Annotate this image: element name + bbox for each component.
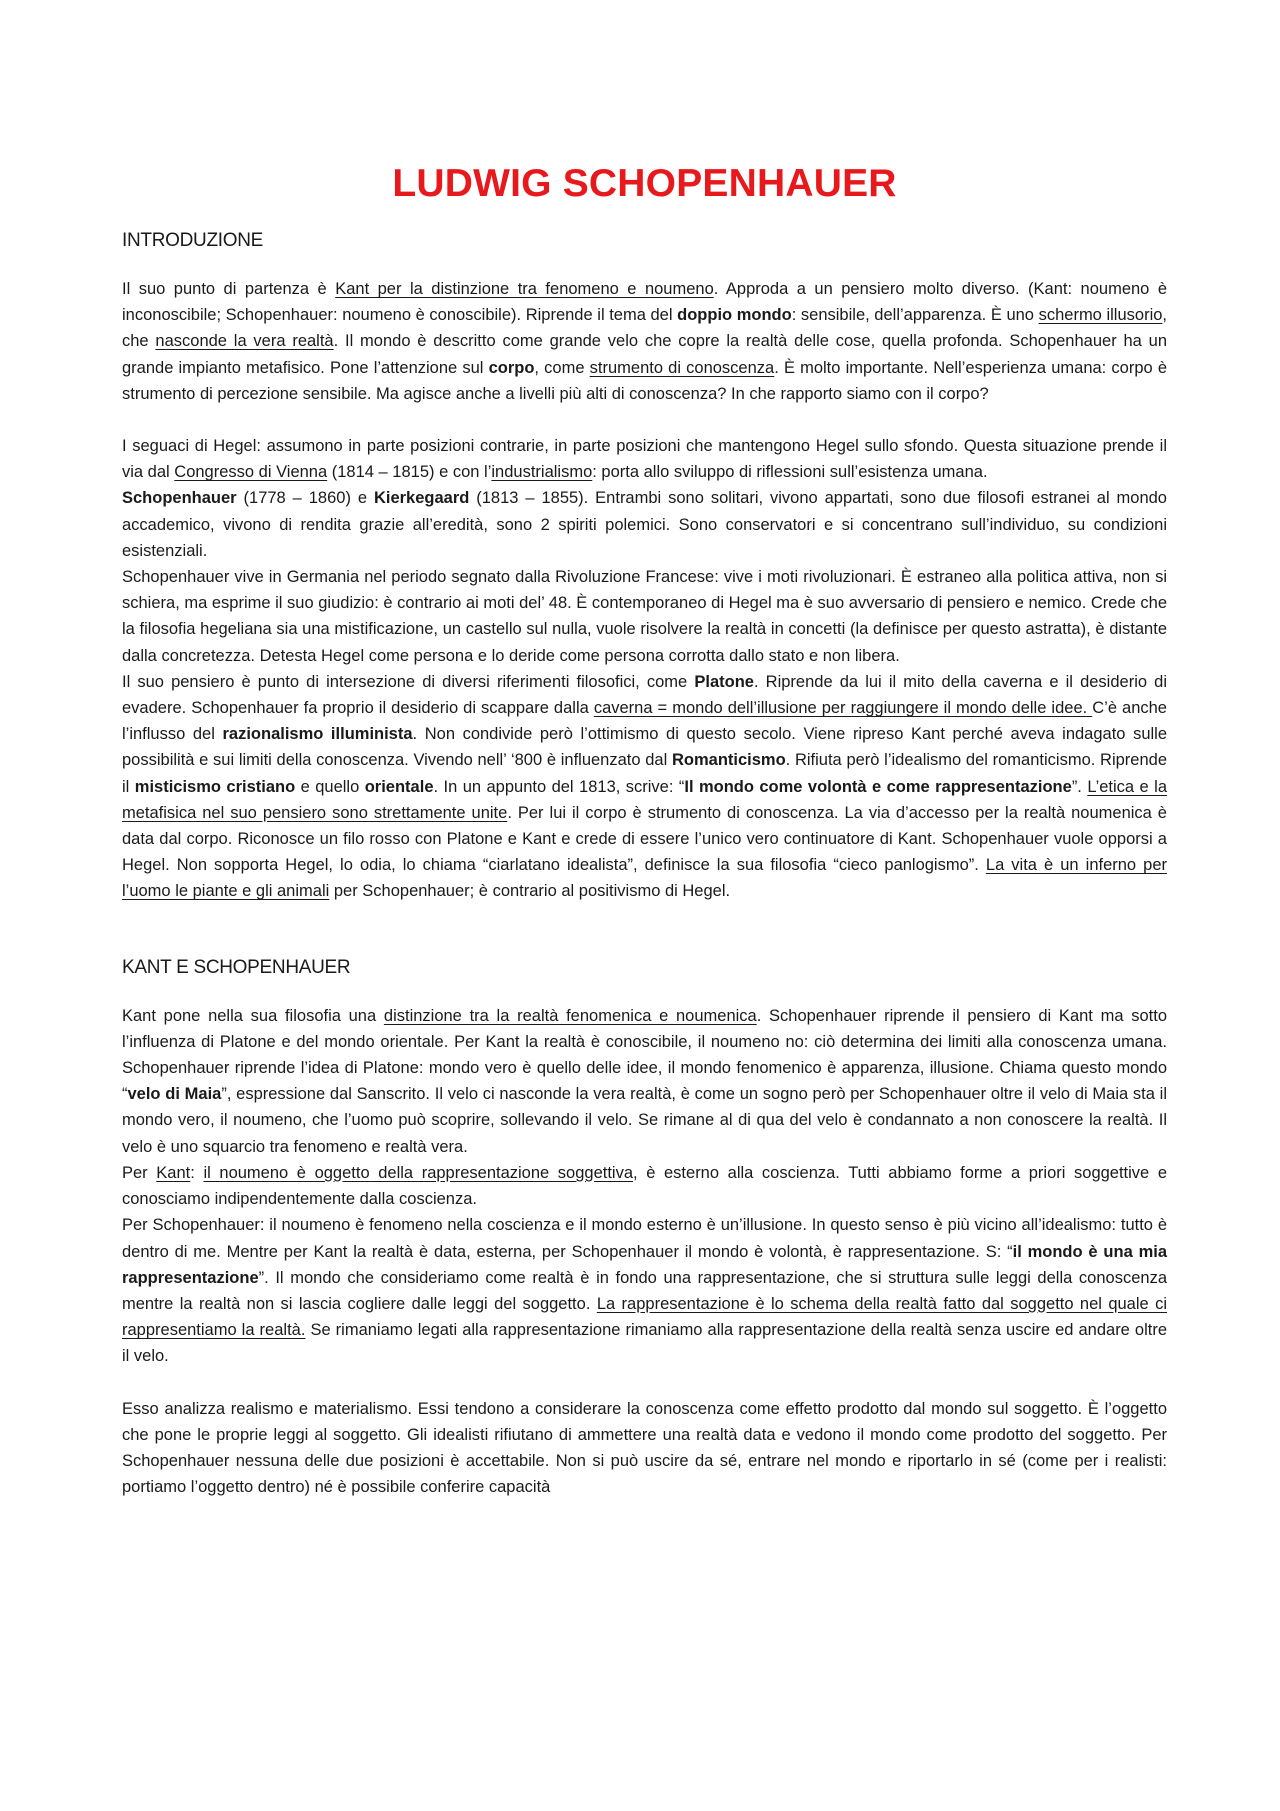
document-body [122,230,1167,1500]
text-run: . Non condivide però l’ottimismo di questo secolo. Viene ripreso Kant perché aveva indagato sulle possibilità e sui limiti della conoscenza. Vivendo nell’ ‘800 è influenzato dal [122,725,1167,770]
text-run: Il suo pensiero è punto di intersezione di diversi riferimenti filosofici, come [122,672,695,691]
text-run: ”. Il mondo che consideriamo come realtà è in fondo una rappresentazione, che si struttura sulle leggi della conoscenza mentre la realtà non si lascia cogliere dalle leggi del soggetto. [122,1268,1167,1313]
bold-text: orientale [364,777,434,796]
text-run: (1813 – 1855). Entrambi sono solitari, vivono appartati, sono due filosofi estranei al mondo accademico, vivono di rendita grazie all’eredità, sono 2 spiriti polemici. Sono conservatori e si concentrano sull’individuo, su condizioni esistenziali. [122,489,1167,560]
text-run: , come [534,358,590,377]
bold-text: velo di Maia [127,1085,222,1104]
text-run: : [190,1163,204,1182]
underlined-text: nasconde la vera realtà [155,332,334,351]
text-run: . Per lui il corpo è strumento di conoscenza. La via d’accesso per la realtà noumenica è data dal corpo. Riconosce un filo rosso con Platone e Kant e crede di essere l’unico vero continuatore di Kant. Schopenhauer vuole opporsi a Hegel. Non sopporta Hegel, lo odia, lo chiama “ciarlatano idealista”, definisce la sua filosofia “cieco panlogismo”. [122,803,1167,875]
underlined-text: Kant per la distinzione tra fenomeno e noumeno [335,280,714,298]
bold-text: Il mondo come volontà e come rappresentazione [684,777,1072,796]
text-run: (1814 – 1815) e con l’ [327,463,492,482]
text-run: Kant pone nella sua filosofia una [122,1006,384,1025]
underlined-text: La vita è un inferno per l’uomo le piante e gli animali [122,856,1167,901]
bold-text: doppio mondo [677,306,792,325]
text-run: . Rifiuta però l’idealismo del romanticismo. Riprende il [122,751,1167,796]
paragraph [122,1212,1167,1369]
text-run: . Il mondo è descritto come grande velo che copre la realtà delle cose, quella profonda. Schopenhauer ha un grande impianto metafisico. Pone l’attenzione sul [122,332,1167,377]
underlined-text: industrialismo [491,463,593,482]
text-run: I seguaci di Hegel: assumono in parte posizioni contrarie, in parte posizioni che mantengono Hegel sullo sfondo. Questa situazione prende il via dal [122,437,1167,482]
text-run: , è esterno alla coscienza. Tutti abbiamo forme a priori soggettive e conosciamo indipendentemente dalla coscienza. [122,1163,1168,1209]
text-run: Se rimaniamo legati alla rappresentazione rimaniamo alla rappresentazione della realtà senza uscire ed andare oltre il velo. [122,1321,1167,1366]
paragraph [122,1160,1167,1212]
bold-text: Kierkegaard [373,489,470,508]
underlined-text: caverna = mondo dell’illusione per raggiungere il mondo delle idee. [593,699,1093,718]
text-run: ”, espressione dal Sanscrito. Il velo ci nasconde la vera realtà, è come un sogno però per Schopenhauer oltre il velo di Maia sta il mondo vero, il noumeno, che l’uomo può scoprire, sollevando il velo. Se rimane al di qua del velo è condannato a non conoscere la realtà. Il velo è uno squarcio tra fenomeno e realtà vera. [122,1085,1167,1156]
text-run: . In un appunto del 1813, scrive: “ [433,777,685,796]
text-run: . Approda a un pensiero molto diverso. (Kant: noumeno è inconoscibile; Schopenhauer: noumeno è conoscibile). Riprende il tema del [122,280,1168,325]
underlined-text: La rappresentazione è lo schema della realtà fatto dal soggetto nel quale ci rappresentiamo la realtà. [122,1294,1168,1340]
text-run: C’è anche l’influsso del [122,699,1167,744]
underlined-text: il noumeno è oggetto della rappresentazione soggettiva [203,1163,634,1182]
paragraph [122,485,1167,564]
paragraph [122,433,1167,485]
section-heading: KANT E SCHOPENHAUER [122,956,351,978]
text-run: . È molto importante. Nell’esperienza umana: corpo è strumento di percezione sensibile. Ma agisce anche a livelli più alti di conoscenza? In che rapporto siamo con il corpo? [122,358,1167,403]
document-title: LUDWIG SCHOPENHAUER [392,162,897,205]
text-run: Il suo punto di partenza è [122,280,336,298]
text-run: , che [122,306,1168,351]
text-run: . Riprende da lui il mito della caverna e il desiderio di evadere. Schopenhauer fa proprio il desiderio di scappare dalla [122,672,1167,718]
bold-text: corpo [488,358,535,377]
document-page [122,150,1167,1500]
bold-text: razionalismo illuminista [222,725,413,744]
bold-text: Schopenhauer [122,489,237,508]
text-run: (1778 – 1860) e [236,489,374,508]
bold-text: il mondo è una mia rappresentazione [122,1242,1167,1287]
paragraph [122,564,1167,669]
bold-text: misticismo cristiano [134,777,296,796]
underlined-text: schermo illusorio [1038,306,1163,325]
text-run: : sensibile, dell’apparenza. È uno [791,306,1039,325]
paragraph [122,276,1167,407]
paragraph [122,669,1167,905]
text-run: Per Schopenhauer: il noumeno è fenomeno nella coscienza e il mondo esterno è un’illusione. In questo senso è più vicino all’idealismo: tutto è dentro di me. Mentre per Kant la realtà è data, esterna, per Schopenhauer il mondo è volontà, è rappresentazione. S: “ [122,1216,1167,1261]
section-heading: INTRODUZIONE [122,230,264,251]
underlined-text: Kant [156,1163,191,1182]
underlined-text: distinzione tra la realtà fenomenica e noumenica [383,1006,757,1025]
underlined-text: Congresso di Vienna [174,463,328,482]
text-run: e quello [295,777,365,796]
text-run: : porta allo sviluppo di riflessioni sull’esistenza umana. [592,463,988,482]
text-run: ”. [1071,777,1088,796]
underlined-text: strumento di conoscenza [589,358,775,377]
text-run: Esso analizza realismo e materialismo. Essi tendono a considerare la conoscenza come effetto prodotto dal mondo sul soggetto. È l’oggetto che pone le proprie leggi al soggetto. Gli idealisti rifiutano di ammettere una realtà data e vedono il mondo come prodotto del soggetto. Per Schopenhauer nessuna delle due posizioni è accettabile. Non si può uscire da sé, entrare nel mondo e riportarlo in sé (come per i realisti: portiamo l’oggetto dentro) né è possibile conferire capacità [122,1399,1167,1497]
bold-text: Platone [694,672,754,691]
text-run: . Schopenhauer riprende il pensiero di Kant ma sotto l’influenza di Platone e del mondo orientale. Per Kant la realtà è conoscibile, il noumeno no: ciò determina dei limiti alla conoscenza umana. Schopenhauer riprende l’idea di Platone: mondo vero è quello delle idee, il mondo fenomenico è apparenza, illusione. Chiama questo mondo “ [122,1006,1167,1104]
text-run: Per [122,1163,157,1182]
paragraph [122,1396,1167,1501]
underlined-text: L’etica e la metafisica nel suo pensiero sono strettamente unite [122,777,1168,822]
bold-text: Romanticismo [671,751,786,770]
text-run: per Schopenhauer; è contrario al positivismo di Hegel. [329,882,731,901]
text-run: Schopenhauer vive in Germania nel periodo segnato dalla Rivoluzione Francese: vive i moti rivoluzionari. È estraneo alla politica attiva, non si schiera, ma esprime il suo giudizio: è contrario ai moti del’ 48. È contemporaneo di Hegel ma è suo avversario di pensiero e nemico. Crede che la filosofia hegeliana sia una mistificazione, un castello sul nulla, vuole risolvere la realtà in concetti (la definisce per questo astratta), è distante dalla concretezza. Detesta Hegel come persona e lo deride come persona corrotta dallo stato e non libera. [122,568,1167,665]
paragraph [122,1003,1167,1160]
